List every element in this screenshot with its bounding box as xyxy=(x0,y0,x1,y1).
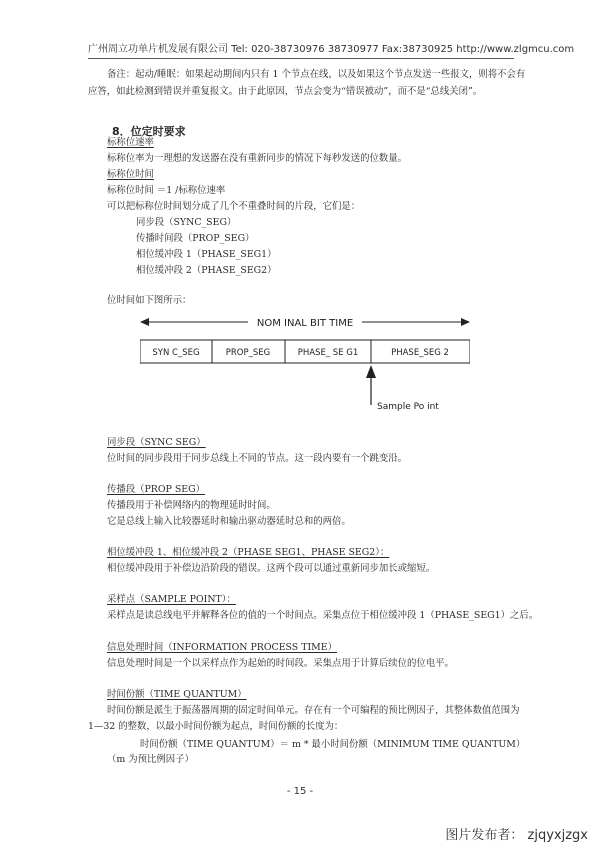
diagram-intro: 位时间如下图所示： xyxy=(107,295,192,306)
def-heading-tq: 时间份额（TIME QUANTUM） xyxy=(107,689,247,700)
def-text-phase: 相位缓冲段用于补偿边沿阶段的错误。这两个段可以通过重新同步加长或缩短。 xyxy=(107,563,436,574)
page-header: 广州周立功单片机发展有限公司 Tel: 020-38730976 38730977 Fax:38730925 http://www.zlgmcu.com xyxy=(88,40,514,59)
segment-sync: SYN C_SEG xyxy=(152,348,200,358)
def-heading-phase: 相位缓冲段 1、相位缓冲段 2（PHASE SEG1、PHASE SEG2）： xyxy=(107,547,390,558)
def-heading-ipt: 信息处理时间（INFORMATION PROCESS TIME） xyxy=(107,642,337,653)
diagram-title: NOM INAL BIT TIME xyxy=(256,318,354,329)
note-line-2: 应答，如此检测到错误并重复报文。由于此原因，节点会变为“错误被动”，而不是“总线关闭”。 xyxy=(88,86,483,97)
segment-list-item: 传播时间段（PROP_SEG） xyxy=(136,233,255,244)
section-title: 8．位定时要求 xyxy=(112,125,186,138)
def-heading-sample: 采样点（SAMPLE POINT）： xyxy=(107,594,236,605)
tq-formula: 时间份额（TIME QUANTUM）＝ m * 最小时间份额（MINIMUM TIME QUANTUM） xyxy=(140,739,526,750)
sample-point-label: Sample Po int xyxy=(377,402,439,412)
def-text-tq-1: 时间份额是派生于振荡器周期的固定时间单元。存在有一个可编程的预比例因子，其整体数值范围为 xyxy=(107,705,520,716)
def-heading-sync: 同步段（SYNC SEG） xyxy=(107,437,206,448)
note-line-1: 备注：起动/睡眠：如果起动期间内只有 1 个节点在线，以及如果这个节点发送一些报文，则将不会有 xyxy=(107,69,526,80)
right-arrowhead-icon xyxy=(461,318,470,326)
segment-phase1: PHASE_ SE G1 xyxy=(297,348,359,358)
def-text-sync: 位时间的同步段用于同步总线上不同的节点。这一段内要有一个跳变沿。 xyxy=(107,453,408,464)
left-arrowhead-icon xyxy=(140,318,149,326)
def-text-sample: 采样点是读总线电平并解释各位的值的一个时间点。采集点位于相位缓冲段 1（PHASE_SEG1）之后。 xyxy=(107,610,539,621)
def-text-prop-2: 它是总线上输入比较器延时和输出驱动器延时总和的两倍。 xyxy=(107,516,351,527)
segment-prop: PROP_SEG xyxy=(225,348,271,358)
def-text-prop-1: 传播段用于补偿网络内的物理延时时间。 xyxy=(107,500,276,511)
def-text-ipt: 信息处理时间是一个以采样点作为起始的时间段。采集点用于计算后续位的位电平。 xyxy=(107,658,454,669)
def-heading-prop: 传播段（PROP SEG） xyxy=(107,484,205,495)
nominal-time-intro: 可以把标称位时间划分成了几个不重叠时间的片段，它们是： xyxy=(107,201,361,212)
publisher-watermark: 图片发布者： zjqyxjzgx xyxy=(445,828,588,843)
nominal-rate-heading: 标称位速率 xyxy=(107,137,154,148)
bit-time-diagram xyxy=(140,312,470,422)
nominal-time-formula: 标称位时间 ＝1 /标称位速率 xyxy=(107,185,226,196)
segment-list-item: 相位缓冲段 1（PHASE_SEG1） xyxy=(136,249,277,260)
segment-phase2: PHASE_SEG 2 xyxy=(391,348,449,358)
nominal-time-heading: 标称位时间 xyxy=(107,169,154,180)
page-number: - 15 - xyxy=(286,786,314,797)
nominal-rate-text: 标称位率为一理想的发送器在没有重新同步的情况下每秒发送的位数量。 xyxy=(107,153,408,164)
segment-list-item: 同步段（SYNC_SEG） xyxy=(136,217,237,228)
def-text-tq-2: 1—32 的整数，以最小时间份额为起点，时间份额的长度为： xyxy=(88,721,344,732)
segment-list-item: 相位缓冲段 2（PHASE_SEG2） xyxy=(136,265,277,276)
tq-formula-note: （m 为预比例因子） xyxy=(107,754,194,765)
